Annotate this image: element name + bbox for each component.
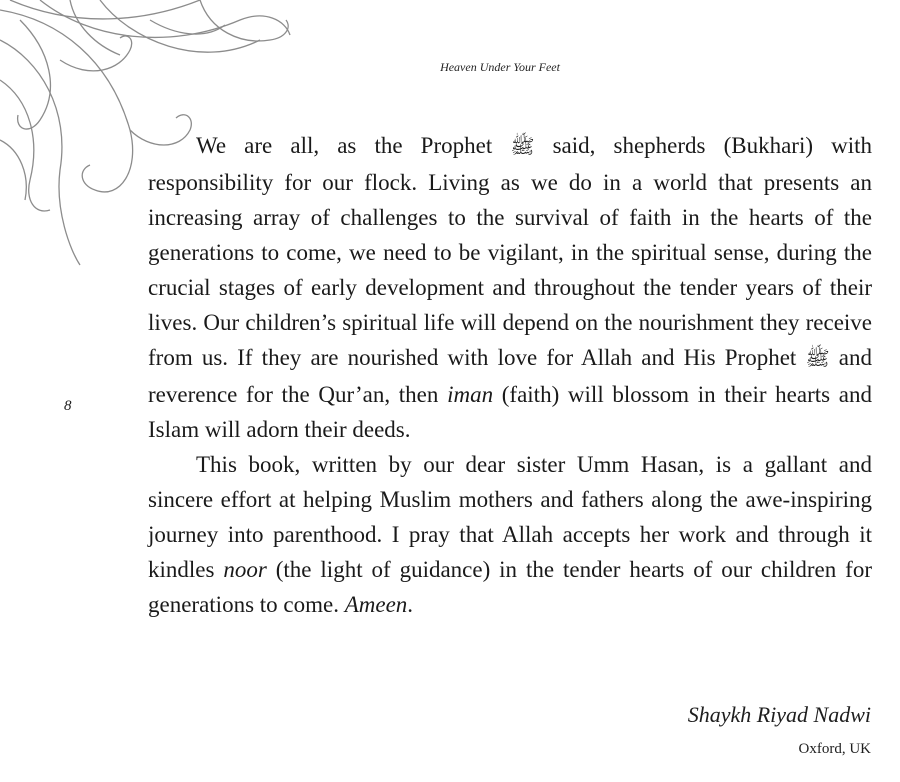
p1-text-3: and reverence for the Qur’an, then (148, 345, 872, 407)
noor-term: noor (223, 557, 267, 582)
salawat-symbol: ﷺ (510, 136, 535, 158)
signature-name: Shaykh Riyad Nadwi (687, 702, 871, 727)
p2-text-1: This book, written by our dear sister Umm Hasan, is a gallant and sincere effort at helping Muslim mothers and fathers along the awe-inspiring journey into parenthood. I pray that Allah accepts her work and through it kindles (148, 452, 872, 582)
iman-term: iman (447, 382, 494, 407)
running-header: Heaven Under Your Feet (440, 60, 560, 74)
page-number: 8 (64, 398, 72, 414)
paragraph-2 (148, 447, 872, 622)
ameen-term: Ameen (344, 592, 408, 617)
signature-place: Oxford, UK (798, 741, 871, 757)
p2-text-3: . (407, 592, 414, 617)
p1-text-1: We are all, as the Prophet (196, 133, 511, 158)
p2-text-2: (the light of guidance) in the tender hearts of our children for generations to come. (148, 557, 872, 617)
body-text (148, 128, 872, 622)
paragraph-1 (148, 128, 872, 447)
salawat-symbol-2: ﷺ (805, 348, 830, 370)
p1-text-4: (faith) will blossom in their hearts and Islam will adorn their deeds. (148, 382, 873, 442)
p1-text-2: said, shepherds (Bukhari) with responsibility for our flock. Living as we do in a world that presents an increasing array of challenges to the survival of faith in the hearts of the generations to come, we need to be vigilant, in the spiritual sense, during the crucial stages of early development and throughout the tender years of their lives. Our children’s spiritual life will depend on the nourishment they receive from us. If they are nourished with love for Allah and His Prophet (148, 133, 872, 370)
